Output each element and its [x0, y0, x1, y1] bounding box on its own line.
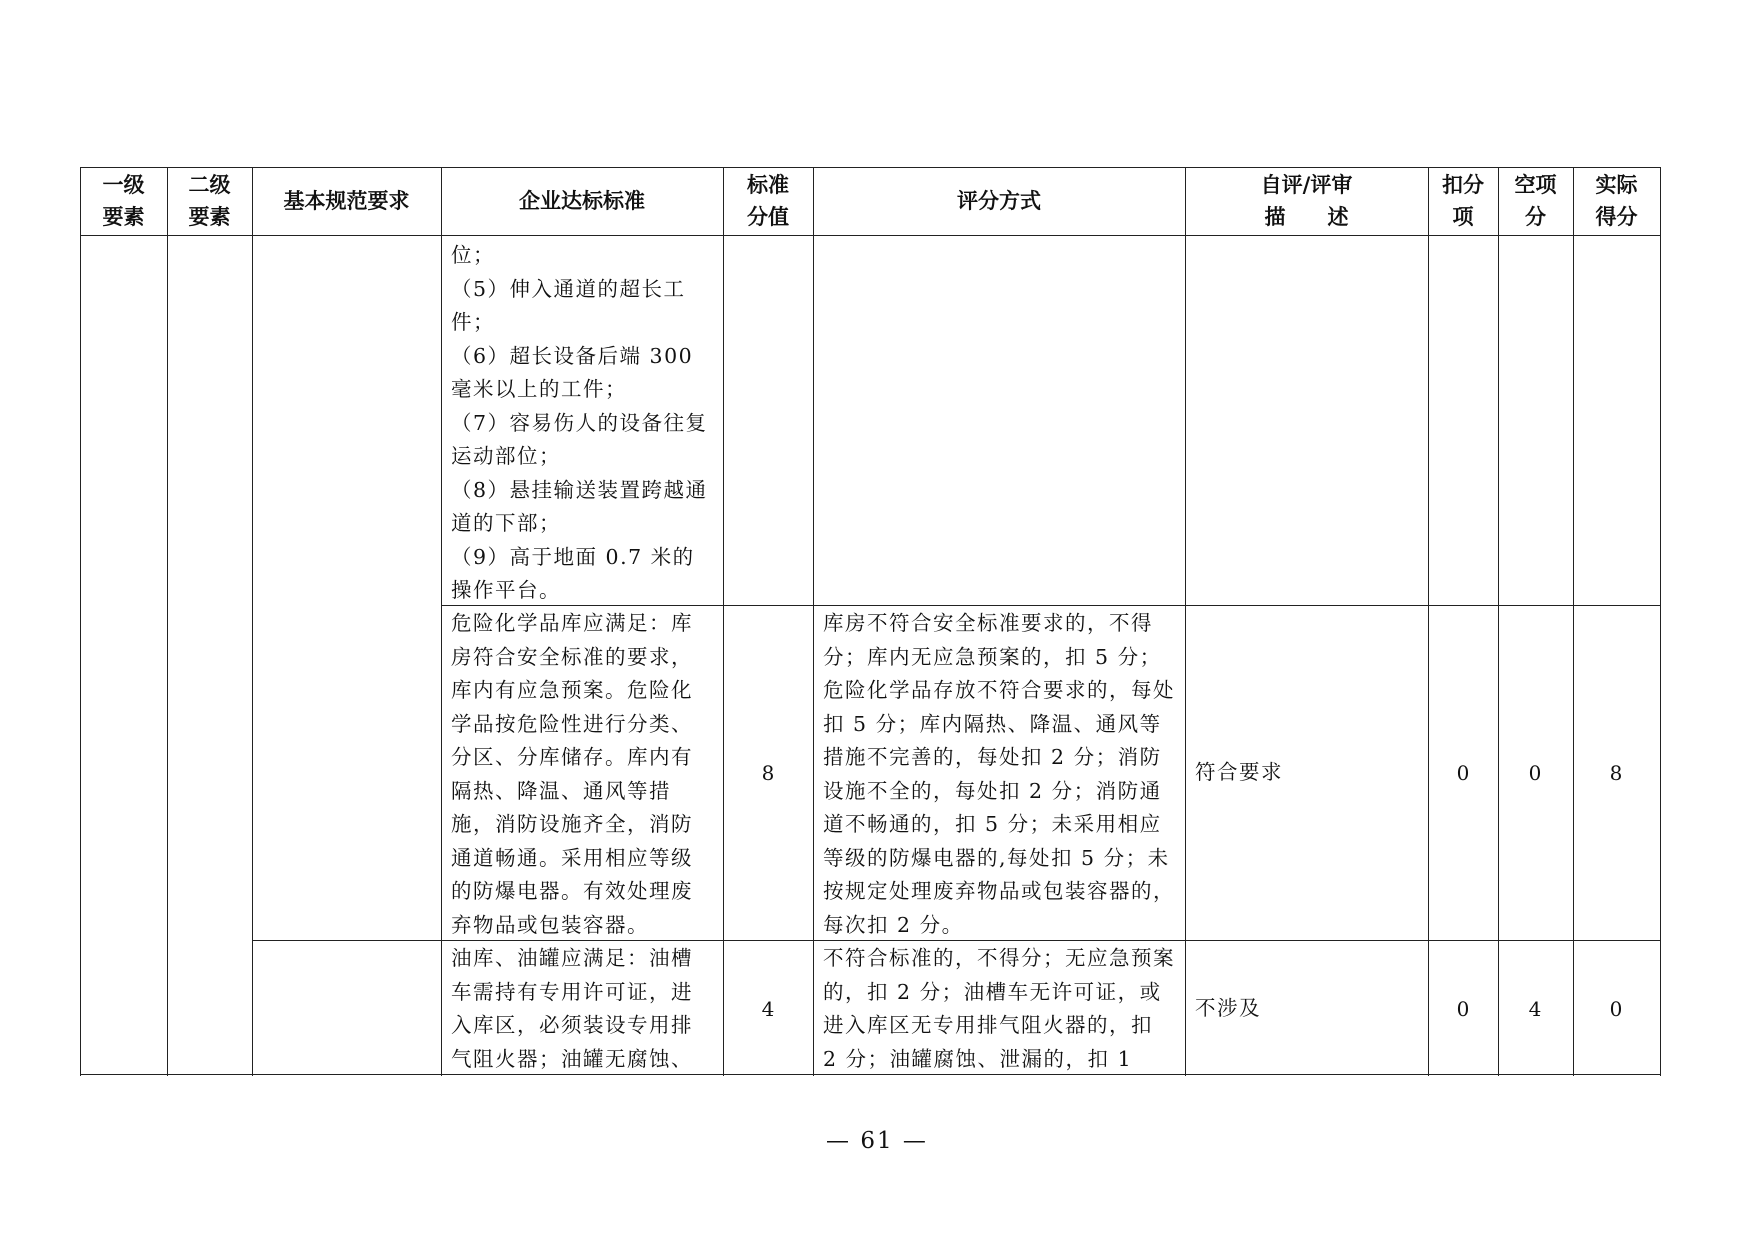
row2-deduct: 0	[1456, 761, 1470, 785]
row2-review: 符合要求	[1195, 760, 1283, 784]
grid-line	[80, 235, 1661, 236]
assessment-table	[80, 167, 1661, 1076]
header-basic-requirement: 基本规范要求	[283, 189, 410, 213]
grid-line	[80, 167, 81, 1076]
header-deduct: 扣分 项	[1442, 173, 1484, 229]
row2-actual: 8	[1609, 761, 1623, 785]
header-standard: 企业达标标准	[519, 189, 645, 213]
row3-score: 4	[761, 997, 775, 1021]
row2-method: 库房不符合安全标准要求的，不得分；库内无应急预案的，扣 5 分；危险化学品存放不符合要求的，每处扣 5 分；库内隔热、降温、通风等措施不完善的，每处扣 2 分；消防设施不全的，每处扣 2 分；消防通道不畅通的，扣 5 分；未采用相应等级的防爆电器的,每处扣 5 分；未按规定处理废弃物品或包装容器的，每次扣 2 分。	[823, 611, 1175, 937]
row3-empty: 4	[1528, 997, 1542, 1021]
row1-standard: 位； （5）伸入通道的超长工件； （6）超长设备后端 300 毫米以上的工件； （7）容易伤人的设备往复运动部位； （8）悬挂输送装置跨越通道的下部； （9）高于地面 0.7 米的操作平台。	[451, 243, 708, 602]
row3-standard: 油库、油罐应满足：油槽车需持有专用许可证，进入库区，必须装设专用排气阻火器；油罐无腐蚀、	[451, 946, 693, 1071]
row3-review: 不涉及	[1195, 996, 1261, 1020]
row3-deduct: 0	[1456, 997, 1470, 1021]
page-number: — 61 —	[826, 1128, 928, 1154]
row2-score: 8	[761, 761, 775, 785]
header-standard-score: 标准 分值	[747, 173, 789, 229]
row2-standard: 危险化学品库应满足：库房符合安全标准的要求，库内有应急预案。危险化学品按危险性进行分类、分区、分库储存。库内有隔热、降温、通风等措施，消防设施齐全，消防通道畅通。采用相应等级的防爆电器。有效处理废弃物品或包装容器。	[451, 611, 693, 937]
grid-line	[167, 167, 168, 1076]
header-level1: 一级 要素	[102, 173, 145, 229]
header-actual: 实际 得分	[1595, 173, 1638, 229]
header-review: 自评/评审 描 述	[1260, 173, 1353, 229]
row2-empty: 0	[1528, 761, 1542, 785]
header-scoring-method: 评分方式	[957, 189, 1041, 213]
header-empty: 空项 分	[1514, 173, 1557, 229]
row3-method: 不符合标准的，不得分；无应急预案的，扣 2 分；油槽车无许可证，或进入库区无专用排气阻火器的，扣 2 分；油罐腐蚀、泄漏的，扣 1	[823, 946, 1175, 1071]
header-level2: 二级 要素	[188, 173, 231, 229]
row3-actual: 0	[1609, 997, 1623, 1021]
